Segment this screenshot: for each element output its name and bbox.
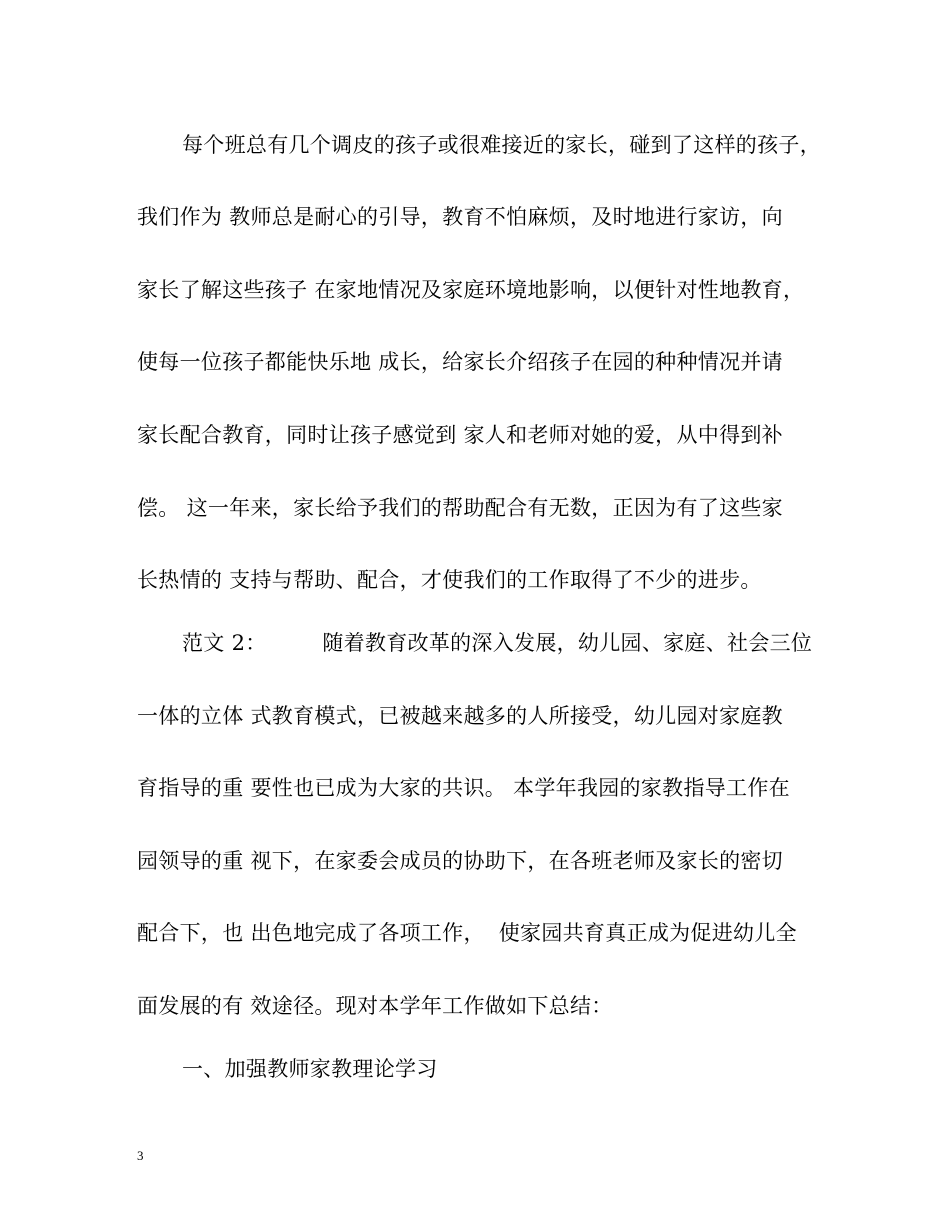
section-heading: 一、加强教师家教理论学习: [182, 1057, 438, 1081]
paragraph-line: 每个班总有几个调皮的孩子或很难接近的家长，碰到了这样的孩子，: [182, 133, 821, 157]
paragraph-line: 一体的立体 式教育模式，已被越来越多的人所接受，幼儿园对家庭教: [137, 704, 783, 728]
page-number: 3: [137, 1148, 144, 1163]
paragraph-line: 使每一位孩子都能快乐地 成长，给家长介绍孩子在园的种种情况并请: [137, 350, 783, 374]
paragraph-line: 范文 2： 随着教育改革的深入发展，幼儿园、家庭、社会三位: [182, 631, 813, 655]
paragraph-line: 园领导的重 视下，在家委会成员的协助下，在各班老师及家长的密切: [137, 849, 783, 873]
paragraph-line: 家长了解这些孩子 在家地情况及家庭环境地影响，以便针对性地教育，: [137, 278, 805, 302]
paragraph-line: 长热情的 支持与帮助、配合，才使我们的工作取得了不少的进步。: [137, 568, 762, 592]
paragraph-line: 面发展的有 效途径。现对本学年工作做如下总结：: [137, 994, 613, 1018]
paragraph-line: 我们作为 教师总是耐心的引导，教育不怕麻烦，及时地进行家访，向: [137, 205, 783, 229]
paragraph-line: 偿。 这一年来，家长给予我们的帮助配合有无数，正因为有了这些家: [137, 496, 783, 520]
paragraph-line: 配合下，也 出色地完成了各项工作， 使家园共育真正成为促进幼儿全: [137, 921, 797, 945]
paragraph-line: 育指导的重 要性也已成为大家的共识。 本学年我园的家教指导工作在: [137, 776, 790, 800]
paragraph-line: 家长配合教育，同时让孩子感觉到 家人和老师对她的爱，从中得到补: [137, 423, 783, 447]
